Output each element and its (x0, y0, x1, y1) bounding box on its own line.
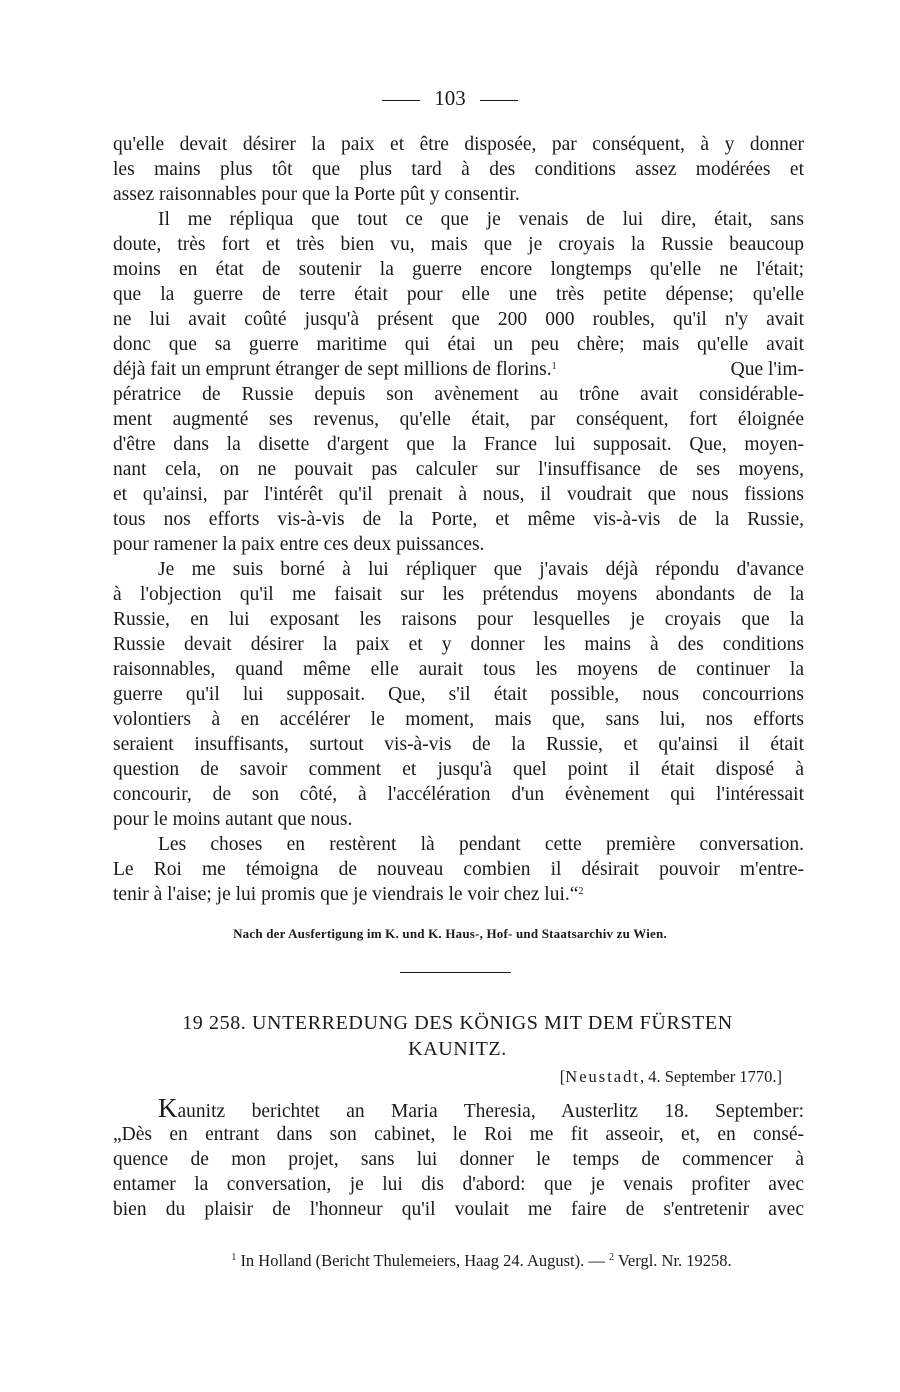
text-line: quence de mon projet, sans lui donner le temps de commencer à (113, 1149, 804, 1170)
bracket-close: ] (776, 1067, 782, 1086)
text-line: Le Roi me témoigna de nouveau combien il désirait pouvoir m'entre- (113, 859, 804, 880)
text-line-with-dropcap (158, 1094, 804, 1123)
text-line: Il me répliqua que tout ce que je venais de lui dire, était, sans (158, 209, 804, 230)
text-line: concourir, de son côté, à l'accélération d'un évènement qui l'intéressait (113, 784, 804, 805)
document-place-date (560, 1066, 782, 1088)
text-line: à l'objection qu'il me faisait sur les prétendus moyens abondants de la (113, 584, 804, 605)
footnote-ref: 2 (578, 886, 584, 897)
text-segment: déjà fait un emprunt étranger de sept millions de florins. (113, 359, 552, 380)
text-line: „Dès en entrant dans son cabinet, le Roi me fit asseoir, et, en consé- (113, 1124, 804, 1145)
text-line-with-footnote (113, 357, 804, 382)
text-line: moins en état de soutenir la guerre encore longtemps qu'elle ne l'était; (113, 259, 804, 280)
footnote-text: Vergl. Nr. 19258. (614, 1251, 732, 1270)
text-line: pour le moins autant que nous. (113, 809, 353, 830)
page-number-rule-right (480, 100, 518, 101)
text-line: que la guerre de terre était pour elle une très petite dépense; qu'elle (113, 284, 804, 305)
page-number-rule-left (382, 100, 420, 101)
text-line: pératrice de Russie depuis son avènement au trône avait considérable- (113, 384, 804, 405)
page-number-value: 103 (434, 86, 466, 110)
document-heading-continued: KAUNITZ. (408, 1038, 507, 1060)
text-line: Je me suis borné à lui répliquer que j'avais déjà répondu d'avance (158, 559, 804, 580)
text-line: d'être dans la disette d'argent que la France lui supposait. Que, moyen- (113, 434, 804, 455)
text-segment: aunitz berichtet an Maria Theresia, Austerlitz 18. September: (177, 1101, 804, 1122)
archive-source-note: Nach der Ausfertigung im K. und K. Haus-, Hof- und Staatsarchiv zu Wien. (233, 926, 667, 941)
footnotes (0, 1250, 900, 1272)
text-segment: Que l'im- (730, 359, 804, 380)
text-line: bien du plaisir de l'honneur qu'il voulait me faire de s'entretenir avec (113, 1199, 804, 1220)
footnote-text: In Holland (Bericht Thulemeiers, Haag 24. August). — (236, 1251, 610, 1270)
text-line: donc que sa guerre maritime qui étai un peu chère; mais qu'elle avait (113, 334, 804, 355)
document-date: , 4. September 1770. (639, 1067, 777, 1086)
footnote-marker: 2 (609, 1252, 615, 1263)
text-line: Russie devait désirer la paix et y donner les mains à des conditions (113, 634, 804, 655)
footnote-ref: 1 (551, 361, 557, 372)
text-line: pour ramener la paix entre ces deux puissances. (113, 534, 485, 555)
text-line: et qu'ainsi, par l'intérêt qu'il prenait à nous, il voudrait que nous fissions (113, 484, 804, 505)
text-line: guerre qu'il lui supposait. Que, s'il était possible, nous concourrions (113, 684, 804, 705)
text-line: entamer la conversation, je lui dis d'abord: que je venais profiter avec (113, 1174, 804, 1195)
footnote-marker: 1 (231, 1252, 237, 1263)
dropcap-letter: K (158, 1094, 178, 1123)
text-line: volontiers à en accélérer le moment, mais que, sans lui, nos efforts (113, 709, 804, 730)
text-segment: tenir à l'aise; je lui promis que je viendrais le voir chez lui.“ (113, 884, 579, 905)
text-line: nant cela, on ne pouvait pas calculer sur l'insuffisance de ses moyens, (113, 459, 804, 480)
text-line: ment augmenté ses revenus, qu'elle était, par conséquent, fort éloignée (113, 409, 804, 430)
page-number (0, 84, 900, 112)
text-line-with-footnote (113, 882, 804, 907)
section-divider (400, 972, 511, 973)
text-line: question de savoir comment et jusqu'à quel point il était disposé à (113, 759, 804, 780)
text-line: seraient insuffisants, surtout vis-à-vis de la Russie, et qu'ainsi il était (113, 734, 804, 755)
text-line: ne lui avait coûté jusqu'à présent que 200 000 roubles, qu'il n'y avait (113, 309, 804, 330)
text-line: raisonnables, quand même elle aurait tous les moyens de continuer la (113, 659, 804, 680)
text-line: Russie, en lui exposant les raisons pour lesquelles je croyais que la (113, 609, 804, 630)
text-line: doute, très fort et très bien vu, mais que je croyais la Russie beaucoup (113, 234, 804, 255)
text-line: qu'elle devait désirer la paix et être disposée, par conséquent, à y donner (113, 134, 804, 155)
text-line: Les choses en restèrent là pendant cette première conversation. (158, 834, 804, 855)
document-heading: 19 258. UNTERREDUNG DES KÖNIGS MIT DEM FÜRSTEN (182, 1012, 733, 1034)
text-line: assez raisonnables pour que la Porte pût y consentir. (113, 184, 520, 205)
text-line: les mains plus tôt que plus tard à des conditions assez modérées et (113, 159, 804, 180)
text-line: tous nos efforts vis-à-vis de la Porte, et même vis-à-vis de la Russie, (113, 509, 804, 530)
bracket-open: [ (559, 1067, 566, 1086)
document-place: Neustadt (565, 1067, 640, 1086)
